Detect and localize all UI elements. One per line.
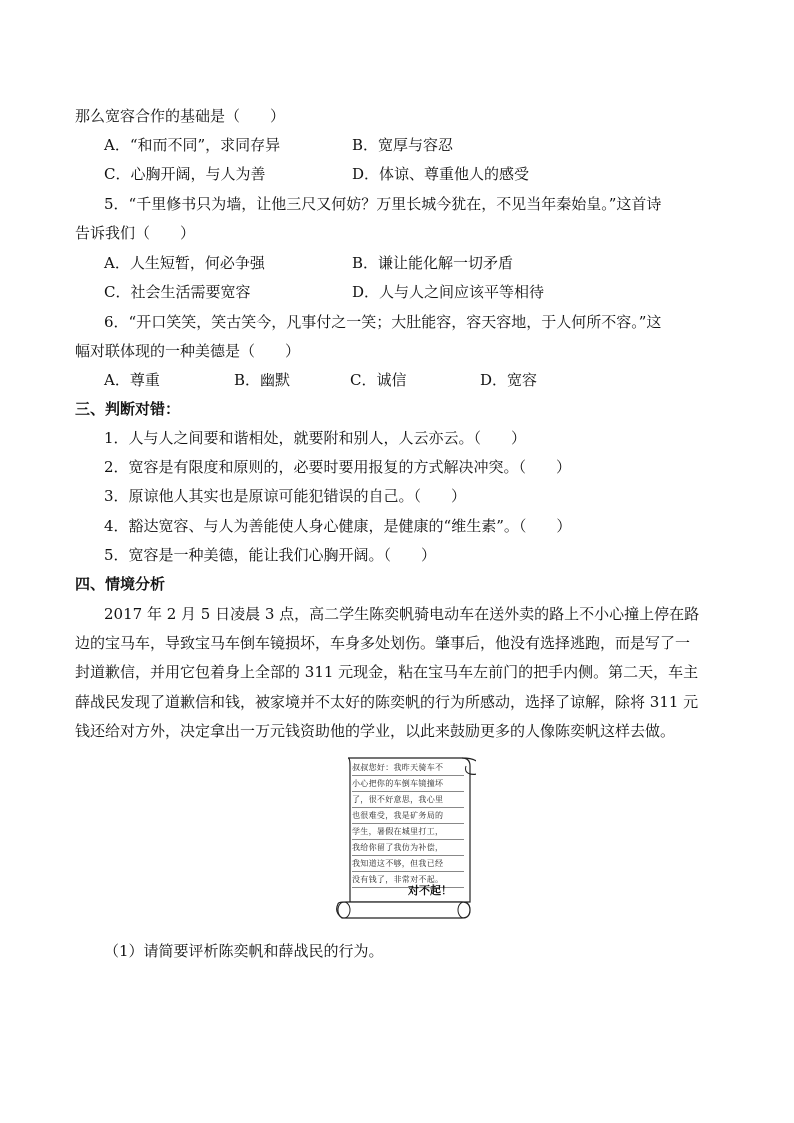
letter-line: 小心把你的车倒车镜撞坏: [352, 776, 464, 792]
q4-option-a: A．“和而不同”，求同存异: [104, 136, 281, 154]
q4-option-d: D．体谅、尊重他人的感受: [352, 165, 530, 183]
judge-item-5: 5．宽容是一种美德，能让我们心胸开阔。（ ）: [104, 546, 437, 564]
letter-line: 没有钱了，非常对不起。: [352, 872, 464, 888]
letter-line: 我给你留了我仿为补偿，: [352, 840, 464, 856]
case-paragraph-line4: 薛战民发现了道歉信和钱，被家境并不太好的陈奕帆的行为所感动，选择了谅解，除将 311 元: [75, 693, 699, 711]
question-5-stem-line1: 5．“千里修书只为墙，让他三尺又何妨？万里长城今犹在，不见当年秦始皇。”这首诗: [104, 195, 662, 213]
case-question-1: （1）请简要评析陈奕帆和薛战民的行为。: [104, 942, 384, 960]
section-4-heading: 四、情境分析: [75, 575, 166, 593]
question-4-stem-tail: 那么宽容合作的基础是（ ）: [75, 107, 286, 125]
letter-line: 也很难受，我是矿务局的: [352, 808, 464, 824]
q5-option-a: A．人生短暂，何必争强: [104, 254, 265, 272]
case-paragraph-line2: 边的宝马车，导致宝马车倒车镜损坏，车身多处划伤。肇事后，他没有选择逃跑，而是写了一: [75, 634, 691, 652]
question-6-stem-line1: 6．“开口笑笑，笑古笑今，凡事付之一笑；大肚能容，容天容地，于人何所不容。”这: [104, 313, 662, 331]
judge-item-2: 2．宽容是有限度和原则的，必要时要用报复的方式解决冲突。（ ）: [104, 458, 572, 476]
judge-item-4: 4．豁达宽容、与人为善能使人身心健康，是健康的“维生素”。（ ）: [104, 517, 572, 535]
apology-letter-text: [352, 760, 464, 888]
question-6-stem-line2: 幅对联体现的一种美德是（ ）: [75, 342, 301, 360]
judge-item-1: 1．人与人之间要和谐相处，就要附和别人，人云亦云。（ ）: [104, 429, 527, 447]
q5-option-d: D．人与人之间应该平等相待: [352, 283, 545, 301]
q5-option-c: C．社会生活需要宽容: [104, 283, 251, 301]
q4-option-b: B．宽厚与容忍: [352, 136, 454, 154]
letter-line: 我知道这不够，但我已经: [352, 856, 464, 872]
q6-option-d: D．宽容: [480, 371, 538, 389]
q6-option-b: B．幽默: [234, 371, 291, 389]
letter-signature: 对不起！: [408, 884, 452, 897]
question-5-stem-line2: 告诉我们（ ）: [75, 224, 196, 242]
case-paragraph-line3: 封道歉信，并用它包着身上全部的 311 元现金，粘在宝马车左前门的把手内侧。第二天，车主: [75, 663, 699, 681]
case-paragraph-line1: 2017 年 2 月 5 日凌晨 3 点，高二学生陈奕帆骑电动车在送外卖的路上不小心撞上停在路: [104, 605, 700, 623]
q4-option-c: C．心胸开阔，与人为善: [104, 165, 266, 183]
section-3-heading: 三、判断对错：: [75, 400, 181, 418]
judge-item-3: 3．原谅他人其实也是原谅可能犯错误的自己。（ ）: [104, 487, 467, 505]
q6-option-c: C．诚信: [350, 371, 407, 389]
letter-line: 叔叔您好：我昨天骑车不: [352, 760, 464, 776]
q6-option-a: A．尊重: [104, 371, 160, 389]
case-paragraph-line5: 钱还给对方外，决定拿出一万元钱资助他的学业，以此来鼓励更多的人像陈奕帆这样去做。: [75, 722, 676, 740]
letter-line: 了，很不好意思，我心里: [352, 792, 464, 808]
letter-line: 学生，暑假在城里打工，: [352, 824, 464, 840]
q5-option-b: B．谦让能化解一切矛盾: [352, 254, 514, 272]
